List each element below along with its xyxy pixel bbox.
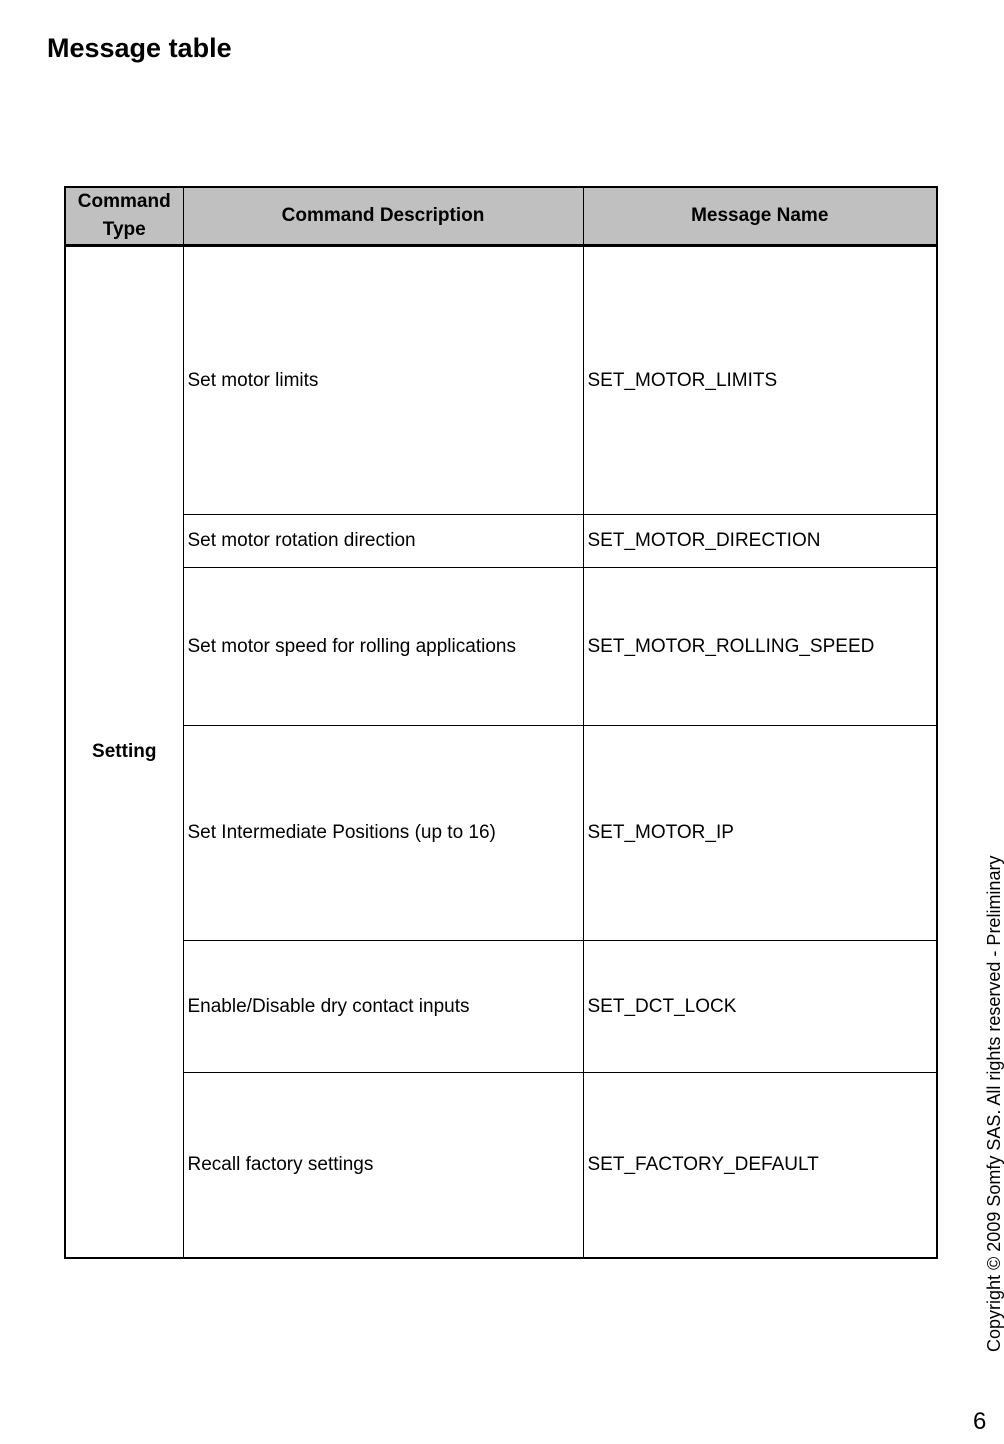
table-row [65, 515, 937, 568]
command-description-cell: Set motor rotation direction [183, 515, 583, 568]
message-name-cell: SET_DCT_LOCK [583, 941, 937, 1073]
table-row [65, 1073, 937, 1258]
page-number: 6 [973, 1408, 987, 1435]
command-description-cell: Enable/Disable dry contact inputs [183, 941, 583, 1073]
command-type-cell: Setting [65, 246, 183, 1258]
message-name-cell: SET_MOTOR_ROLLING_SPEED [583, 568, 937, 726]
table-row [65, 246, 937, 515]
command-description-cell: Set motor limits [183, 246, 583, 515]
message-name-cell: SET_MOTOR_IP [583, 726, 937, 941]
copyright-notice: Copyright © 2009 Somfy SAS. All rights reserved - Preliminary [984, 855, 1004, 1352]
header-command-description: Command Description [183, 187, 583, 246]
command-description-cell: Set motor speed for rolling applications [183, 568, 583, 726]
message-name-cell: SET_FACTORY_DEFAULT [583, 1073, 937, 1258]
page-title: Message table [47, 33, 232, 63]
table-row [65, 941, 937, 1073]
command-description-cell: Recall factory settings [183, 1073, 583, 1258]
table-row [65, 568, 937, 726]
command-description-cell: Set Intermediate Positions (up to 16) [183, 726, 583, 941]
header-command-type: Command Type [65, 187, 183, 246]
table-row [65, 726, 937, 941]
message-table [64, 186, 938, 1259]
message-name-cell: SET_MOTOR_DIRECTION [583, 515, 937, 568]
header-message-name: Message Name [583, 187, 937, 246]
table-header-row [65, 187, 937, 246]
message-name-cell: SET_MOTOR_LIMITS [583, 246, 937, 515]
